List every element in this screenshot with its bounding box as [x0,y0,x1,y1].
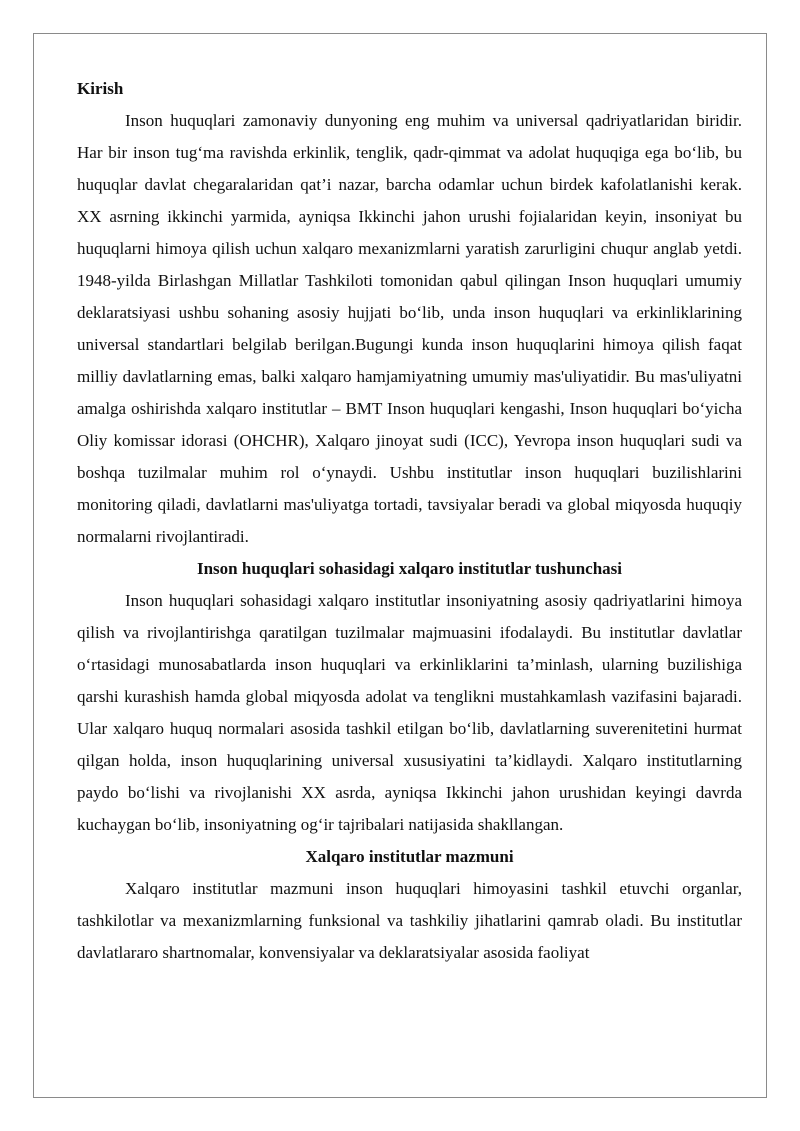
heading-intro: Kirish [77,79,124,98]
paragraph-concept: Inson huquqlari sohasidagi xalqaro institutlar insoniyatning asosiy qadriyatlarini himoya qilish va rivojlantirishga qaratilgan tuzilmalar majmuasini ifodalaydi. Bu institutlar davlatlar o‘rtasidagi munosabatlarda inson huquqlari va erkinliklarini ta’minlash, ularning buzilishiga qarshi kurashish hamda global miqyosda adolat va tenglikni mustahkamlash vazifasini bajaradi. Ular xalqaro huquq normalari asosida tashkil etilgan bo‘lib, davlatlarning suverenitetini hurmat qilgan holda, inson huquqlarining universal xususiyatini ta’kidlaydi. Xalqaro institutlarning paydo bo‘lishi va rivojlanishi XX asrda, ayniqsa Ikkinchi jahon urushidan keyingi davrda kuchaygan bo‘lib, insoniyatning og‘ir tajribalari natijasida shakllangan. [77,591,742,834]
paragraph-intro: Inson huquqlari zamonaviy dunyoning eng muhim va universal qadriyatlaridan biridir. Har bir inson tug‘ma ravishda erkinlik, tenglik, qadr-qimmat va adolat huquqiga ega bo‘lib, bu huquqlar davlat chegaralaridan qat’i nazar, barcha odamlar uchun birdek kafolatlanishi kerak. XX asrning ikkinchi yarmida, ayniqsa Ikkinchi jahon urushi fojialaridan keyin, insoniyat bu huquqlarni himoya qilish uchun xalqaro mexanizmlarni yaratish zarurligini chuqur anglab yetdi. 1948-yilda Birlashgan Millatlar Tashkiloti tomonidan qabul qilingan Inson huquqlari umumiy deklaratsiyasi ushbu sohaning asosiy hujjati bo‘lib, unda inson huquqlari va erkinliklarining universal standartlari belgilab berilgan.Bugungi kunda inson huquqlarini himoya qilish faqat milliy davlatlarning emas, balki xalqaro hamjamiyatning umumiy mas'uliyatidir. Bu mas'uliyatni amalga oshirishda xalqaro institutlar – BMT Inson huquqlari kengashi, Inson huquqlari bo‘yicha Oliy komissar idorasi (OHCHR), Xalqaro jinoyat sudi (ICC), Yevropa inson huquqlari sudi va boshqa tuzilmalar muhim rol o‘ynaydi. Ushbu institutlar inson huquqlari buzilishlarini monitoring qiladi, davlatlarni mas'uliyatga tortadi, tavsiyalar beradi va global miqyosda huquqiy normalarni rivojlantiradi. [77,111,742,546]
paragraph-content: Xalqaro institutlar mazmuni inson huquqlari himoyasini tashkil etuvchi organlar, tashkilotlar va mexanizmlarning funksional va tashkiliy jihatlarini qamrab oladi. Bu institutlar davlatlararo shartnomalar, konvensiyalar va deklaratsiyalar asosida faoliyat [77,879,742,962]
heading-concept: Inson huquqlari sohasidagi xalqaro institutlar tushunchasi [196,559,622,578]
document-body [77,70,742,969]
heading-content: Xalqaro institutlar mazmuni [305,847,514,866]
